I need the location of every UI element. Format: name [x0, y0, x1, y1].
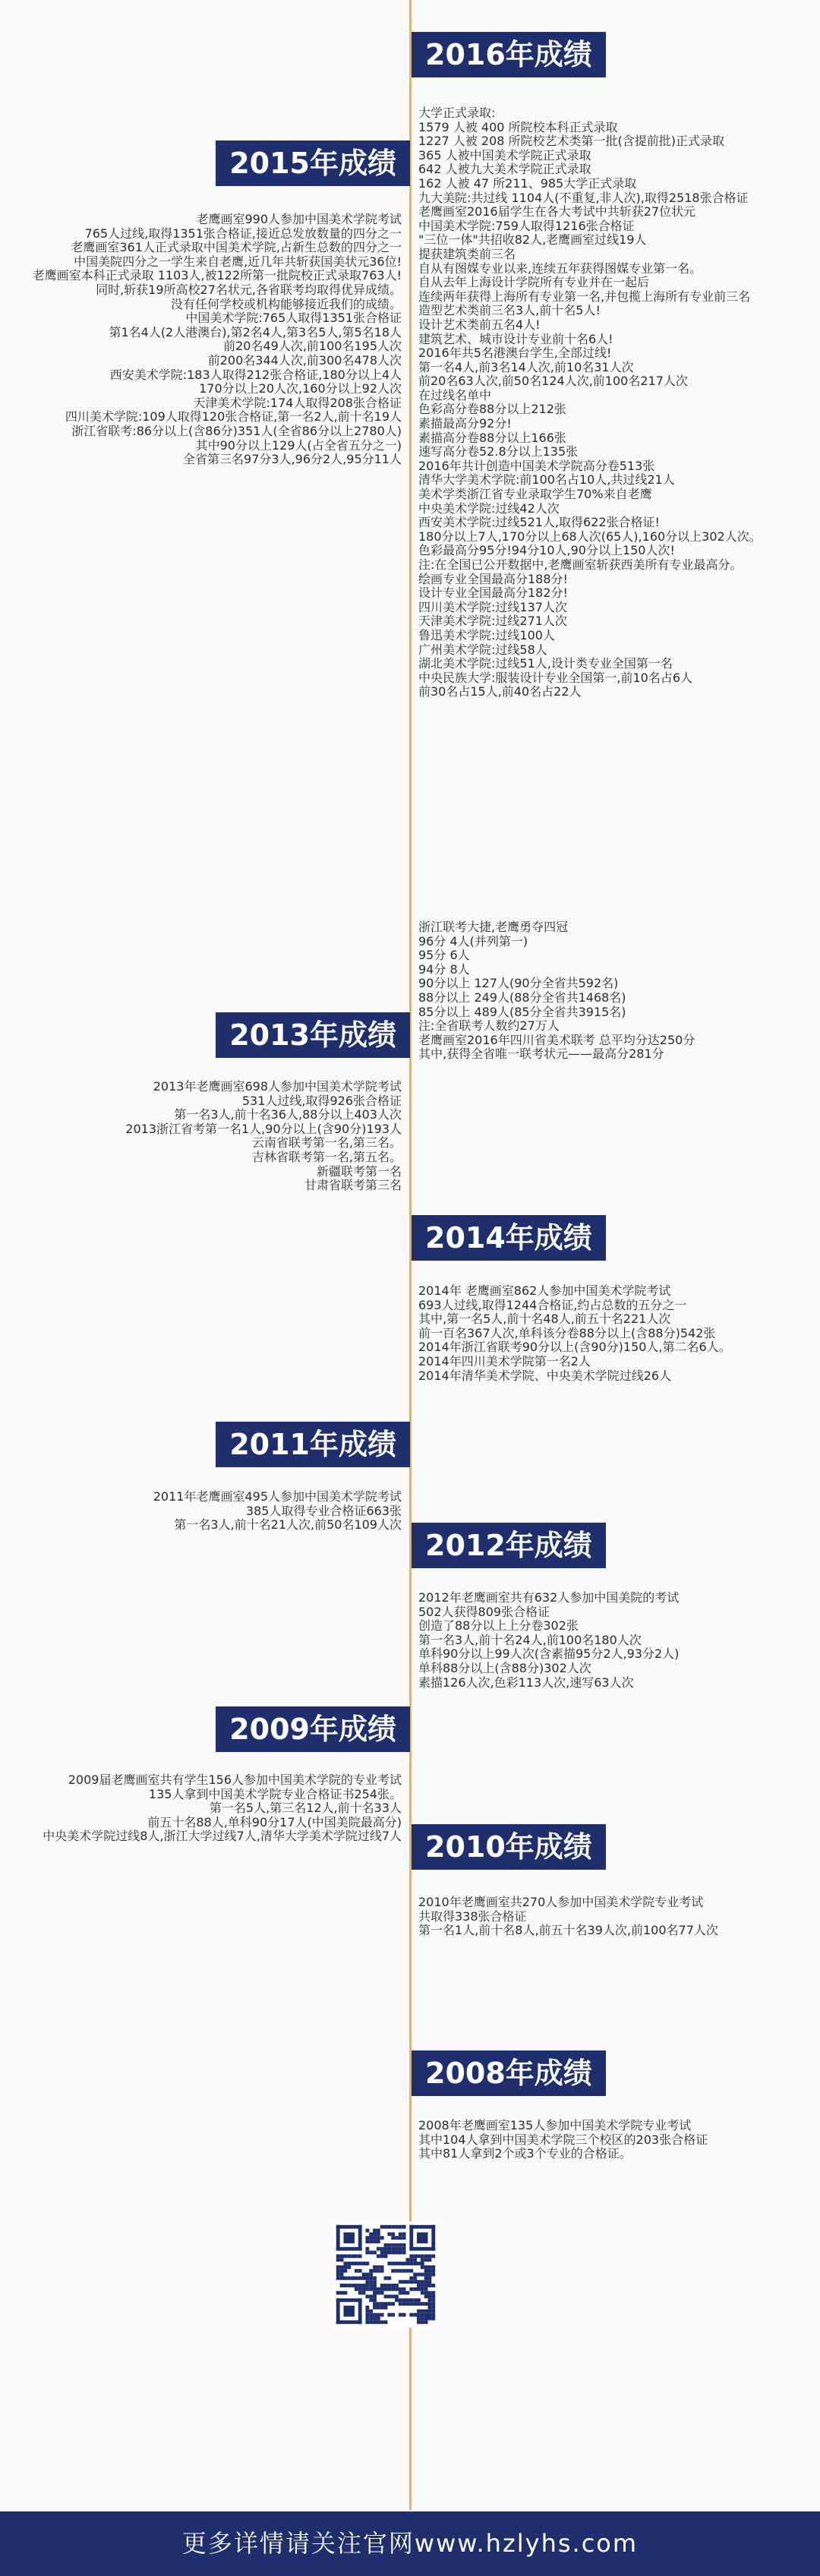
result-line: 天津美术学院:174人取得208张合格证	[193, 395, 402, 410]
result-line: 浙江联考大捷,老鹰勇夺四冠	[418, 920, 569, 934]
year-2015-details	[33, 213, 402, 467]
result-line: 九大美院:共过线 1104人(不重复,非人次),取得2518张合格证	[418, 190, 749, 205]
result-line: 创造了88分以上上分卷302张	[418, 1618, 579, 1634]
year-2016-badge: 2016年成绩	[412, 32, 606, 77]
result-line: 170分以上20人次,160分以上92人次	[199, 381, 402, 396]
result-line: 162 人被 47 所211、985大学正式录取	[418, 175, 637, 191]
result-line: 2014年 老鹰画室862人参加中国美术学院考试	[418, 1283, 671, 1298]
result-line: 1227 人被 208 所院校艺术类第一批(含提前批)正式录取	[418, 134, 725, 149]
year-2011-details	[153, 1490, 402, 1533]
result-line: 前20名49人次,前100名195人次	[223, 339, 402, 354]
result-line: 第1名4人(2人港澳台),第2名4人,第3名5人,第5名18人	[109, 324, 402, 339]
year-2014-badge: 2014年成绩	[412, 1215, 606, 1261]
year-2012-badge: 2012年成绩	[412, 1523, 606, 1568]
result-line: 2010年老鹰画室共270人参加中国美术学院专业考试	[418, 1895, 704, 1909]
result-line: 中国美术学院:765人取得1351张合格证	[185, 311, 402, 326]
year-2013-badge: 2013年成绩	[216, 1012, 410, 1058]
result-line: 765人过线,取得1351张合格证,接近总发放数量的四分之一	[84, 226, 402, 241]
year-2013-details	[125, 1080, 402, 1193]
result-line: 2008年老鹰画室135人参加中国美术学院专业考试	[418, 2118, 692, 2132]
result-line: 老鹰画室2016年四川省美术联考 总平均分达250分	[418, 1032, 695, 1047]
result-line: 广州美术学院:过线58人	[418, 642, 547, 657]
result-line: 老鹰画室2016届学生在各大考试中共斩获27位状元	[418, 204, 696, 219]
year-2008-badge: 2008年成绩	[412, 2050, 606, 2096]
year-2008-details	[418, 2119, 708, 2161]
year-2009-details	[43, 1773, 402, 1844]
result-line: 没有任何学校或机构能够接近我们的成绩。	[170, 296, 402, 311]
result-line: 在过线名单中	[418, 387, 492, 402]
result-line: 385人取得专业合格证663张	[245, 1503, 402, 1518]
qr-code-icon[interactable]	[333, 2221, 439, 2328]
result-line: 2013浙江省考第一名1人,90分以上(含90分)193人	[125, 1121, 402, 1136]
result-line: 其中90分以上129人(占全省五分之一)	[195, 437, 402, 453]
year-2016-details	[418, 106, 762, 699]
result-line: 色彩高分卷88分以上212张	[418, 402, 566, 417]
result-line: 新疆联考第一名	[316, 1163, 402, 1179]
result-line: 注:全省联考人数约27万人	[418, 1018, 560, 1034]
result-line: 其中81人拿到2个或3个专业的合格证。	[418, 2146, 632, 2161]
result-line: "三位一体"共招收82人,老鹰画室过线19人	[418, 232, 647, 248]
result-line: 吉林省联考第一名,第五名。	[251, 1149, 402, 1164]
footer-banner[interactable]	[0, 2511, 820, 2576]
result-line: 第一名4人,前3名14人次,前10名31人次	[418, 359, 634, 374]
result-line: 老鹰画室本科正式录取 1103人,被122所第一批院校正式录取763人!	[32, 268, 402, 283]
result-line: 单科88分以上(含88分)302人次	[418, 1660, 591, 1675]
result-line: 素描高分卷88分以上166张	[418, 430, 566, 445]
result-line: 180分以上7人,170分以上68人次(65人),160分以上302人次。	[418, 529, 762, 544]
result-line: 同时,斩获19所高校27名状元,各省联考均取得优异成绩。	[96, 282, 402, 297]
result-line: 色彩最高分95分!94分10人,90分以上150人次!	[418, 543, 675, 558]
result-line: 美术学类浙江省专业录取学生70%来自老鹰	[418, 487, 652, 502]
result-line: 自从去年上海设计学院所有专业并在一起后	[418, 275, 650, 290]
result-line: 前一百名367人次,单科该分卷88分以上(含88分)542张	[418, 1325, 716, 1340]
footer-website-text[interactable]: 更多详情请关注官网www.hzlyhs.com	[181, 2529, 639, 2558]
result-line: 素描最高分92分!	[418, 416, 512, 431]
result-line: 共取得338张合格证	[418, 1908, 527, 1924]
result-line: 2012年老鹰画室共有632人参加中国美院的考试	[418, 1590, 680, 1605]
result-line: 设计艺术类前五名4人!	[418, 317, 541, 332]
result-line: 中央民族大学:服装设计专业全国第一,前10名占6人	[418, 670, 693, 685]
result-line: 95分 6人	[418, 948, 470, 963]
result-line: 第一名1人,前十名8人,前五十名39人次,前100名77人次	[418, 1923, 718, 1938]
year-2011-badge: 2011年成绩	[216, 1422, 410, 1467]
result-line: 中国美术学院:759人取得1216张合格证	[418, 218, 635, 233]
result-line: 设计专业全国最高分182分!	[418, 586, 568, 601]
result-line: 造型艺术类前三名3人,前十名5人!	[418, 303, 601, 318]
result-line: 2014年清华美术学院、中央美术学院过线26人	[418, 1368, 672, 1383]
result-line: 云南省联考第一名,第三名。	[251, 1135, 402, 1151]
result-line: 前20名63人次,前50名124人次,前100名217人次	[418, 374, 688, 389]
result-line: 其中,第一名5人,前十名48人,前五十名221人次	[418, 1312, 671, 1327]
result-line: 642 人被九大美术学院正式录取	[418, 162, 591, 177]
result-line: 提获建筑类前三名	[418, 246, 516, 261]
result-line: 自从有图媒专业以来,连续五年获得图媒专业第一名。	[418, 260, 702, 276]
result-line: 注:在全国已公开数据中,老鹰画室斩获西美所有专业最高分。	[418, 557, 743, 572]
result-line: 中央美术学院:过线42人次	[418, 500, 560, 516]
result-line: 85分以上 489人(85分全省共3915名)	[418, 1004, 626, 1019]
result-line: 老鹰画室990人参加中国美术学院考试	[196, 212, 402, 226]
result-line: 88分以上 249人(88分全省共1468名)	[418, 990, 626, 1005]
result-line: 2014年四川美术学院第一名2人	[418, 1353, 591, 1368]
result-line: 135人拿到中国美术学院专业合格证书254张。	[148, 1786, 402, 1801]
result-line: 其中104人拿到中国美术学院三个校区的203张合格证	[418, 2132, 708, 2147]
result-line: 94分 8人	[418, 961, 470, 977]
result-line: 连续两年获得上海所有专业第一名,并包揽上海所有专业前三名	[418, 289, 751, 304]
result-line: 2014年浙江省联考90分以上(含90分)150人,第二名6人。	[418, 1340, 731, 1355]
result-line: 前30名占15人,前40名占22人	[418, 684, 582, 699]
result-line: 第一名3人,前十名36人,88分以上403人次	[174, 1107, 402, 1122]
result-line: 天津美术学院:过线271人次	[418, 614, 567, 629]
year-2010-badge: 2010年成绩	[412, 1824, 606, 1870]
year-2009-badge: 2009年成绩	[216, 1706, 410, 1752]
year-2015-badge: 2015年成绩	[216, 140, 410, 186]
result-line: 西安美术学院:183人取得212张合格证,180分以上4人	[109, 367, 402, 382]
result-line: 1579 人被 400 所院校本科正式录取	[418, 119, 618, 134]
result-line: 湖北美术学院:过线51人,设计类专业全国第一名	[418, 656, 673, 671]
result-line: 绘画专业全国最高分188分!	[418, 571, 568, 586]
result-line: 四川美术学院:109人取得120张合格证,第一名2人,前十名19人	[65, 409, 402, 425]
result-line: 单科90分以上99人次(含素描95分2人,93分2人)	[418, 1646, 680, 1662]
result-line: 531人过线,取得926张合格证	[241, 1093, 402, 1108]
result-line: 前200名344人次,前300名478人次	[207, 352, 402, 368]
result-line: 502人获得809张合格证	[418, 1604, 550, 1619]
result-line: 96分 4人(并列第一)	[418, 933, 528, 949]
result-line: 第一名5人,第三名12人,前十名33人	[209, 1801, 402, 1816]
result-line: 第一名3人,前十名24人,前100名180人次	[418, 1632, 642, 1647]
result-line: 全省第三名97分3人,96分2人,95分11人	[183, 452, 402, 467]
result-line: 甘肃省联考第三名	[304, 1178, 402, 1193]
result-line: 2016年共计创造中国美术学院高分卷513张	[418, 458, 655, 473]
result-line: 鲁迅美术学院:过线100人	[418, 627, 555, 642]
result-line: 其中,获得全省唯一联考状元——最高分281分	[418, 1046, 664, 1062]
result-line: 中央美术学院过线8人,浙江大学过线7人,清华大学美术学院过线7人	[43, 1829, 402, 1844]
result-line: 2016年共5名港澳台学生,全部过线!	[418, 346, 612, 361]
result-line: 2013年老鹰画室698人参加中国美术学院考试	[153, 1079, 402, 1094]
result-line: 清华大学美术学院:前100名占10人,共过线21人	[418, 472, 675, 488]
year-2010-details	[418, 1896, 718, 1938]
result-line: 浙江省联考:86分以上(含86分)351人(全省86分以上2780人)	[71, 423, 402, 438]
result-line: 2011年老鹰画室495人参加中国美术学院考试	[153, 1489, 402, 1504]
result-line: 大学正式录取:	[418, 106, 496, 120]
result-line: 365 人被中国美术学院正式录取	[418, 147, 591, 163]
result-line: 西安美术学院:过线521人,取得622张合格证!	[418, 515, 660, 530]
result-line: 素描126人次,色彩113人次,速写63人次	[418, 1675, 634, 1690]
year-2014-details	[418, 1284, 731, 1383]
result-line: 老鹰画室361人正式录取中国美术学院,占新生总数的四分之一	[71, 240, 402, 255]
year-2016-provincial-details	[418, 920, 695, 1062]
result-line: 中国美院四分之一学生来自老鹰,近几年共斩获国美状元36位!	[74, 254, 402, 269]
result-line: 四川美术学院:过线137人次	[418, 599, 567, 614]
result-line: 建筑艺术、城市设计专业前十名6人!	[418, 331, 613, 346]
year-2012-details	[418, 1591, 679, 1690]
result-line: 2009届老鹰画室共有学生156人参加中国美术学院的专业考试	[68, 1773, 402, 1787]
result-line: 第一名3人,前十名21人次,前50名109人次	[174, 1517, 402, 1533]
result-line: 90分以上 127人(90分全省共592名)	[418, 976, 619, 991]
result-line: 速写高分卷52.8分以上135张	[418, 444, 579, 459]
result-line: 693人过线,取得1244合格证,约占总数的五分之一	[418, 1297, 687, 1312]
result-line: 前五十名88人,单科90分17人(中国美院最高分)	[147, 1814, 402, 1829]
